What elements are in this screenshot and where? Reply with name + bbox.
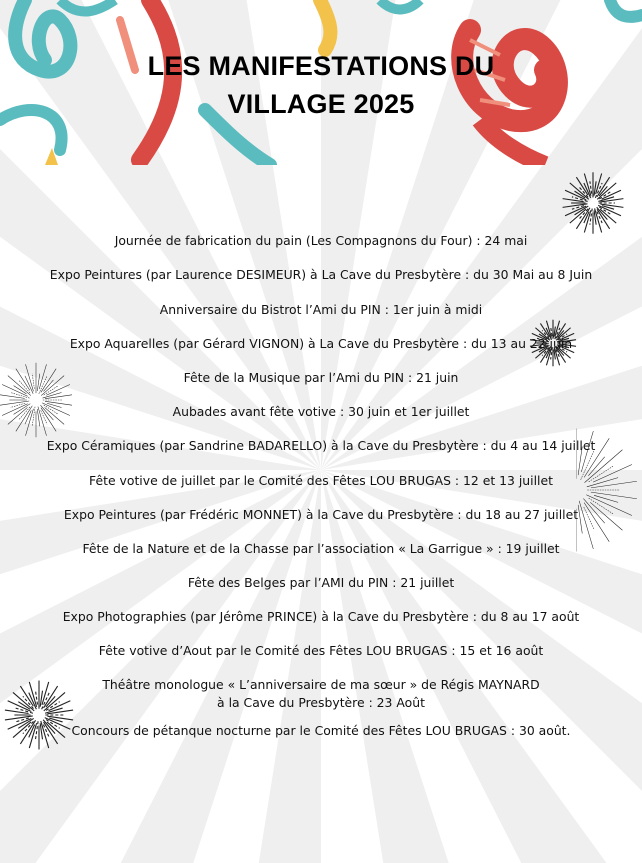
event-item	[0, 642, 642, 660]
event-item	[0, 506, 642, 524]
teal-streamer-top	[60, 0, 115, 12]
event-text: Fête de la Nature et de la Chasse par l’association « La Garrigue » : 19 juillet	[82, 541, 560, 556]
event-text: Aubades avant fête votive : 30 juin et 1er juillet	[172, 404, 470, 419]
event-text: Expo Photographies (par Jérôme PRINCE) à la Cave du Presbytère : du 8 au 17 août	[62, 609, 580, 624]
firework-ray	[600, 209, 616, 223]
event-text: Expo Peintures (par Frédéric MONNET) à la Cave du Presbytère : du 18 au 27 juillet	[63, 507, 579, 522]
event-text: Fête des Belges par l’AMI du PIN : 21 juillet	[187, 575, 455, 590]
streamer-banner	[0, 0, 642, 165]
event-text: Anniversaire du Bistrot l’Ami du PIN : 1er juin à midi	[159, 302, 483, 317]
event-text: Expo Céramiques (par Sandrine BADARELLO) à la Cave du Presbytère : du 4 au 14 juillet	[46, 438, 596, 453]
firework-ray	[43, 393, 62, 399]
event-item	[0, 676, 642, 712]
event-item	[0, 608, 642, 626]
firework-icon-top-right	[560, 170, 626, 236]
event-text: Expo Aquarelles (par Gérard VIGNON) à La Cave du Presbytère : du 13 au 22 juin	[69, 336, 573, 351]
event-text: Théâtre monologue « L’anniversaire de ma sœur » de Régis MAYNARD	[102, 677, 540, 692]
event-text: Fête de la Musique par l’Ami du PIN : 21 juin	[183, 370, 459, 385]
event-text: Fête votive de juillet par le Comité des Fêtes LOU BRUGAS : 12 et 13 juillet	[89, 473, 553, 488]
teal-streamer-top-center	[380, 0, 420, 9]
page-title-line2: VILLAGE 2025	[227, 89, 415, 119]
firework-ray	[570, 209, 586, 223]
event-text: à la Cave du Presbytère : 23 Août	[217, 695, 425, 710]
event-text: Fête votive d’Aout par le Comité des Fêtes LOU BRUGAS : 15 et 16 août	[98, 643, 544, 658]
event-item	[0, 232, 642, 250]
event-text: Concours de pétanque nocturne par le Comité des Fêtes LOU BRUGAS : 30 août.	[71, 723, 571, 738]
event-item	[0, 540, 642, 558]
firework-ray	[0, 395, 25, 399]
event-text: Expo Peintures (par Laurence DESIMEUR) à La Cave du Presbytère : du 30 Mai au 8 Juin	[49, 267, 593, 282]
firework-ray	[10, 393, 29, 399]
event-item	[0, 574, 642, 592]
event-item	[0, 301, 642, 319]
firework-ray	[591, 492, 637, 499]
event-item	[0, 722, 642, 740]
event-item	[0, 335, 642, 353]
teal-streamer-right	[610, 0, 642, 17]
yellow-streamer	[320, 0, 330, 50]
event-item	[0, 266, 642, 284]
event-text: Journée de fabrication du pain (Les Compagnons du Four) : 24 mai	[114, 233, 528, 248]
firework-ray	[594, 495, 618, 502]
event-item	[0, 437, 642, 455]
event-item	[0, 369, 642, 387]
event-item	[0, 472, 642, 490]
event-item	[0, 403, 642, 421]
page-title-line1: LES MANIFESTATIONS DU	[147, 51, 495, 81]
firework-ray	[45, 395, 72, 399]
